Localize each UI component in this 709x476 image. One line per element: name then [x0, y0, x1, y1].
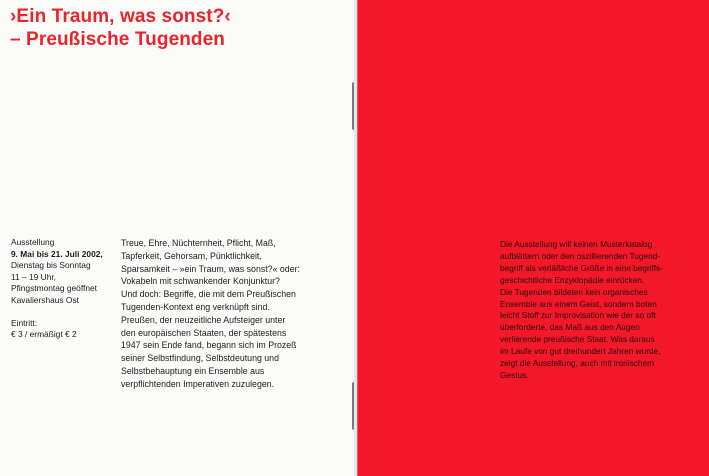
text-line: den europäischen Staaten, der spätestens — [121, 327, 287, 338]
text-line: Die Ausstellung will keinen Musterkatalog — [500, 239, 653, 249]
text-line: Tugenden-Kontext eng verknüpft sind. — [121, 301, 270, 312]
text-line: Die Tugenden bildeten kein organisches — [500, 286, 648, 297]
info-pentecost: Pfingstmontag geöffnet — [11, 283, 97, 294]
text-line: Ensemble aus einem Geist, sondern boten — [500, 298, 657, 309]
text-line: zeigt die Ausstellung, auch mit ironischem — [500, 358, 655, 369]
title-line-2: – Preußische Tugenden — [10, 29, 226, 50]
staple-top — [352, 82, 360, 130]
text-line: verpflichtenden Imperativen zuzulegen. — [121, 378, 275, 389]
intro-paragraph — [121, 237, 351, 391]
text-line: Treue, Ehre, Nüchternheit, Pflicht, Maß, — [121, 238, 276, 248]
text-line: Und doch: Begriffe, die mit dem Preußischen — [121, 289, 296, 300]
title-line-1: ›Ein Traum, was sonst?‹ — [10, 6, 231, 27]
page-title — [10, 5, 231, 51]
text-line: im Laufe von gut dreihundert Jahren wurde, — [500, 346, 661, 357]
text-line: verlierende preußische Staat. Was daraus — [500, 334, 655, 345]
text-line: überforderte, das Maß aus den Augen — [500, 322, 640, 333]
text-line: Sparsamkeit – »ein Traum, was sonst?« oder: — [121, 263, 300, 274]
info-label-admission: Eintritt: — [11, 317, 38, 328]
text-line: geschichtliche Enzyklopädie einrücken. — [500, 274, 645, 285]
info-dates: 9. Mai bis 21. Juli 2002, — [11, 248, 103, 259]
text-line: Tapferkeit, Gehorsam, Pünktlichkeit, — [121, 250, 262, 261]
staple-bottom — [352, 382, 360, 430]
text-line: 1947 sein Ende fand, begann sich im Prozeß — [121, 340, 297, 351]
text-line: seiner Selbstfindung, Selbstdeutung und — [121, 353, 279, 364]
text-line: begriff als verläßliche Größe in eine begriffs- — [500, 262, 663, 273]
info-label-exhibition: Ausstellung — [11, 237, 55, 247]
text-line: Gestus. — [500, 369, 529, 380]
text-line: Vokabeln mit schwankender Konjunktur? — [121, 276, 280, 287]
text-line: aufblättern oder den oszillierenden Tugend- — [500, 250, 661, 261]
info-venue: Kavaliershaus Ost — [11, 294, 79, 305]
text-line: Selbstbehauptung ein Ensemble aus — [121, 365, 265, 376]
red-page-paragraph — [500, 239, 705, 382]
exhibition-info — [11, 237, 119, 341]
info-price: € 3 / ermäßigt € 2 — [11, 329, 77, 340]
text-line: Preußen, der neuzeitliche Aufsteiger unter — [121, 314, 286, 325]
info-days: Dienstag bis Sonntag — [11, 260, 91, 271]
info-hours: 11 – 19 Uhr, — [11, 271, 57, 282]
right-page — [357, 0, 709, 476]
text-line: leicht Stoff zur Improvisation wie der so oft — [500, 310, 656, 321]
